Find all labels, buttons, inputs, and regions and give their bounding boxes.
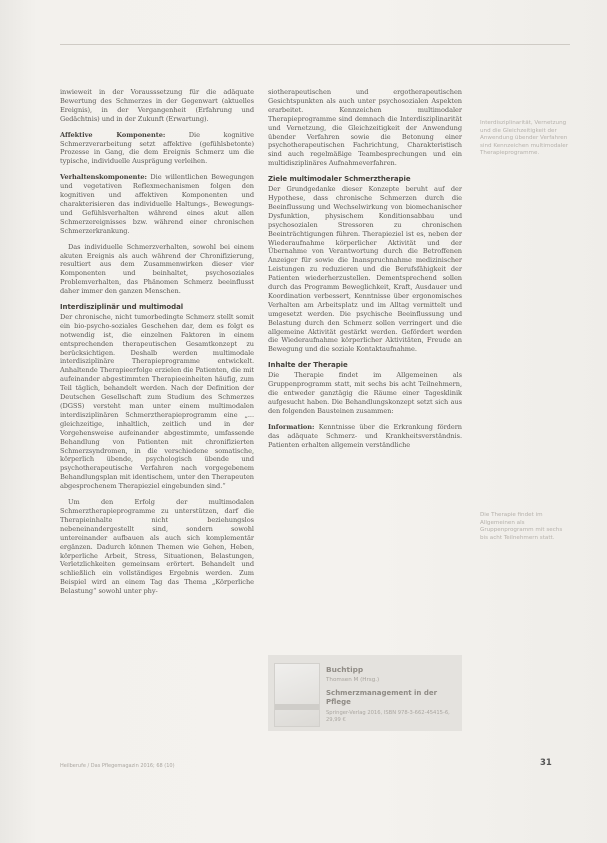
book-cover-stripe bbox=[275, 704, 319, 710]
book-tip-info bbox=[326, 665, 454, 724]
paragraph bbox=[60, 173, 254, 235]
page-footer: Heilberufe / Das Pflegemagazin 2016; 68 (10) bbox=[60, 763, 175, 769]
book-tip-label: Buchtipp bbox=[326, 665, 364, 674]
paragraph-lead: Affektive Komponente: bbox=[60, 130, 166, 139]
section-heading: Inhalte der Therapie bbox=[268, 361, 348, 370]
paragraph: inwieweit in der Vorausssetzung für die adäquate Bewertung des Schmerzes in der Gegenwart (aktuelles Ereignis), in der Vergangenheit (Erfahrung und Gedächtnis) und in der Zukunft (Erwartung). bbox=[60, 88, 254, 123]
left-column bbox=[60, 88, 254, 603]
margin-note: Interdisziplinarität, Vernetzung und die Gleichzeitigkeit der Anwendung übender Verfahren sind Kennzeichen multimodaler Therapieprogramme. bbox=[480, 120, 569, 157]
paragraph-lead: Information: bbox=[268, 422, 315, 431]
section-heading: Ziele multimodaler Schmerztherapie bbox=[268, 175, 411, 184]
middle-column bbox=[268, 88, 462, 456]
book-cover-image bbox=[274, 663, 320, 727]
paragraph: Die Therapie findet im Allgemeinen als Gruppenprogramm statt, mit sechs bis acht Teilnehmern, die entweder ganztägig die Räume einer Tagesklinik aufgesucht haben. Die Behandlungskonzept setzt sich aus den folgenden Bausteinen zusammen: bbox=[268, 371, 462, 415]
top-rule bbox=[60, 44, 570, 45]
paragraph: siotherapeutischen und ergotherapeutischen Gesichtspunkten als auch unter psychosozialen Aspekten erarbeitet. Kennzeichen multimodaler Therapieprogramme sind demnach die Interdisziplinarität und Vernetzung, die Gleichzeitigkeit der Anwendung übender Verfahren sowie die Betonung einer psychotherapeutischen Fachrichtung, Charakteristisch sind auch regelmäßige Teambesprechungen und ein multidisziplinäres Aufnahmeverfahren. bbox=[268, 88, 462, 168]
paragraph: Der chronische, nicht tumorbedingte Schmerz stellt somit ein bio-psycho-soziales Geschehen dar, dem es folgt es notwendig ist, die einzelnen Faktoren in einem entsprechenden therapeutischen Gesamtkonzept zu berücksichtigen. Deshalb werden multimodale interdisziplinäre Therapieprogramme entwickelt. Anhaltende Therapieerfolge erzielen die Patienten, die mit aufeinander abgestimmten Therapieeinheiten häufig, zum Teil täglich, behandelt werden. Nach der Definition der Deutschen Gesellschaft zum Studium des Schmerzes (DGSS) versteht man unter einem multimodalen interdisziplinären Schmerztherapieprogramm eine „... gleichzeitige, inhaltlich, zeitlich und in der Vorgehensweise aufeinander abgestimmte, umfassende Behandlung von Patienten mit chronifizierten Schmerzsyndromen, in die verschiedene somatische, körperlich übende, psychologisch übende und psychotherapeutische Verfahren nach vorgegebenem Behandlungsplan mit identischem, unter den Therapeuten abgesprochenem Therapieziel eingebunden sind.“ bbox=[60, 312, 254, 491]
paragraph bbox=[60, 131, 254, 167]
section-heading: Interdisziplinär und multimodal bbox=[60, 303, 184, 312]
book-authors: Thomsen M (Hrsg.) bbox=[326, 677, 380, 683]
paragraph-body: Die willentlichen Bewegungen und vegetativen Reflexmechanismen folgen den kognitiven und affektiven Komponenten und charakterisieren das individuelle Haltungs-, Bewegungs- und Gefühlsverhalten während eines akut allen Schmerzereignisses bzw. während einer chronischen Schmerzerkrankung. bbox=[60, 173, 254, 235]
margin-note: Die Therapie findet im Allgemeinen als Gruppenprogramm mit sechs bis acht Teilnehmern statt. bbox=[480, 512, 563, 541]
book-title: Schmerzmanagement in der Pflege bbox=[326, 689, 438, 706]
paragraph-body: Die kognitive Schmerzverarbeitung setzt affektive (gefühlsbetonte) Prozesse in Gang, die dem Ereignis Schmerz um die typische, individuelle Ausprägung verleihen. bbox=[60, 130, 254, 166]
paragraph: Das individuelle Schmerzverhalten, sowohl bei einem akuten Ereignis als auch während der Chronifizierung, resultiert aus dem Zusammenwirken dieser vier Komponenten und beinhaltet, psychosoziales Problemverhalten, das Phänomen Schmerz beeinflusst daher immer den ganzen Menschen. bbox=[60, 242, 254, 296]
paragraph: Der Grundgedanke dieser Konzepte beruht auf der Hypothese, dass chronische Schmerzen durch die Beeinflussung und Wechselwirkung von biomechanischer Dysfunktion, physischem Konditionsabbau und psychosozialen Stressoren zu chronischen Beeinträchtigungen führen. Therapieziel ist es, neben der Wiederaufnahme körperlicher Aktivität und der Übernahme von Verantwortung durch die Betroffenen Anzeiger für sowie die Inanspruchnahme medizinischer Leistungen zu reduzieren und die Berufsfähigkeit der Patienten wiederherzustellen. Dementsprechend sollen durch das Programm Beweglichkeit, Kraft, Ausdauer und Koordination verbessert, Kenntnisse über ergonomisches Verhalten am Arbeitsplatz und im Alltag vermittelt und umgesetzt werden. Die psychische Beeinflussung und Belastung durch den Schmerz sollen verringert und die allgemeine Aktivität gestärkt werden. Gefördert werden die Wiederaufnahme körperlicher Aktivitäten, Freude an Bewegung und die soziale Kontaktaufnahme. bbox=[268, 185, 462, 354]
paragraph: Um den Erfolg der multimodalen Schmerztherapieprogramme zu unterstützen, darf die Therapieinhalte nicht beziehungslos nebeneinandergestellt sind, sondern sowohl untereinander aufbauen als auch sich komplementär ergänzen. Dadurch können Themen wie Gehen, Heben, körperliche Arbeit, Stress, Situationen, Belastungen, Verletzlichkeiten gemeinsam erörtert. Behandelt und schließlich ein vollständiges Ergebnis werden. Zum Beispiel wird an einem Tag das Thema „Körperliche Belastung“ sowohl unter phy- bbox=[60, 498, 254, 596]
book-tip-box bbox=[268, 655, 462, 731]
page-number: 31 bbox=[540, 758, 552, 768]
paragraph bbox=[268, 423, 462, 450]
paragraph-body: Kenntnisse über die Erkrankung fördern das adäquate Schmerz- und Krankheitsverständnis. Patienten erhalten allgemein verständliche bbox=[268, 422, 462, 449]
book-publisher: Springer-Verlag 2016, ISBN 978-3-662-45415-6, 29,99 € bbox=[326, 710, 450, 723]
paragraph-lead: Verhaltenskomponente: bbox=[60, 173, 147, 182]
